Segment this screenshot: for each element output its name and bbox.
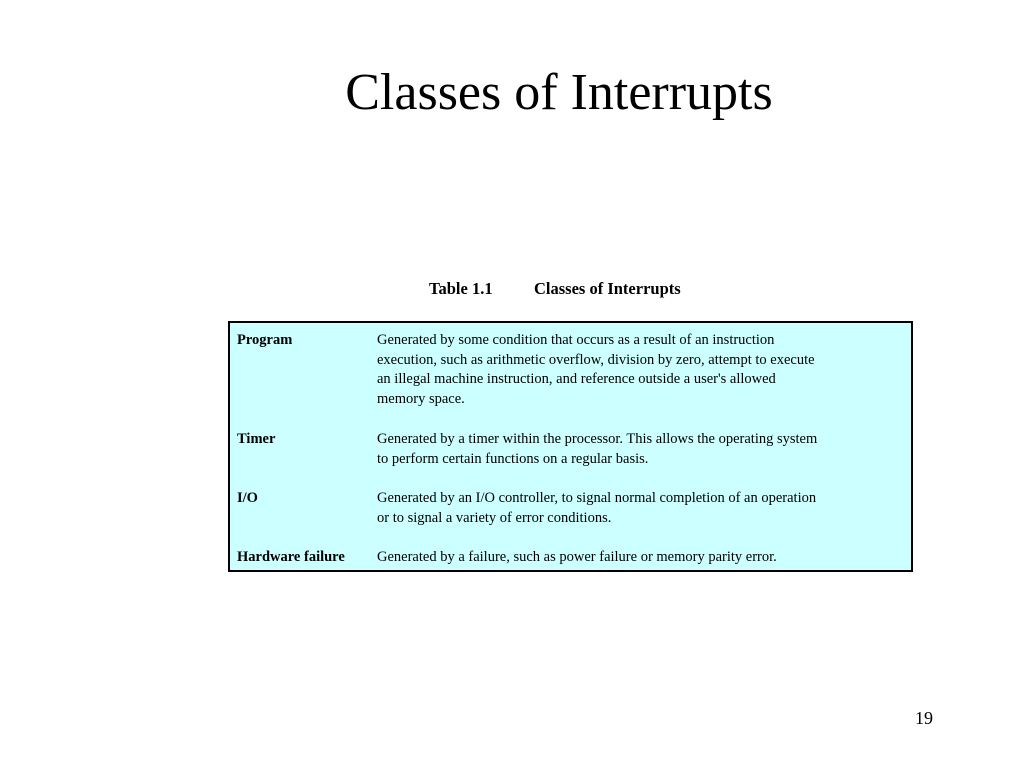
description-line: Generated by a failure, such as power failure or memory parity error. xyxy=(377,549,777,565)
table-caption xyxy=(429,279,681,299)
interrupt-class-description xyxy=(377,548,905,568)
description-line: an illegal machine instruction, and reference outside a user's allowed xyxy=(377,371,776,387)
interrupt-classes-table xyxy=(228,321,913,572)
page-number: 19 xyxy=(915,708,933,728)
description-line: Generated by a timer within the processor. This allows the operating system xyxy=(377,431,818,447)
interrupt-class-description xyxy=(377,489,905,528)
interrupt-class-name: Program xyxy=(237,332,293,348)
table-caption-title: Classes of Interrupts xyxy=(534,279,681,298)
slide-title: Classes of Interrupts xyxy=(345,64,773,121)
interrupt-class-name: Timer xyxy=(237,431,276,447)
description-line: or to signal a variety of error conditions. xyxy=(377,509,612,526)
description-line: memory space. xyxy=(377,390,465,407)
description-line: to perform certain functions on a regular basis. xyxy=(377,450,649,467)
description-line: Generated by an I/O controller, to signal normal completion of an operation xyxy=(377,490,817,506)
interrupt-class-description xyxy=(377,430,905,469)
description-line: Generated by some condition that occurs as a result of an instruction xyxy=(377,332,775,348)
interrupt-class-name: Hardware failure xyxy=(237,549,345,565)
description-line: execution, such as arithmetic overflow, division by zero, attempt to execute xyxy=(377,351,815,368)
table-caption-number: Table 1.1 xyxy=(429,279,493,298)
interrupt-class-name: I/O xyxy=(237,490,258,506)
interrupt-class-description xyxy=(377,331,905,409)
